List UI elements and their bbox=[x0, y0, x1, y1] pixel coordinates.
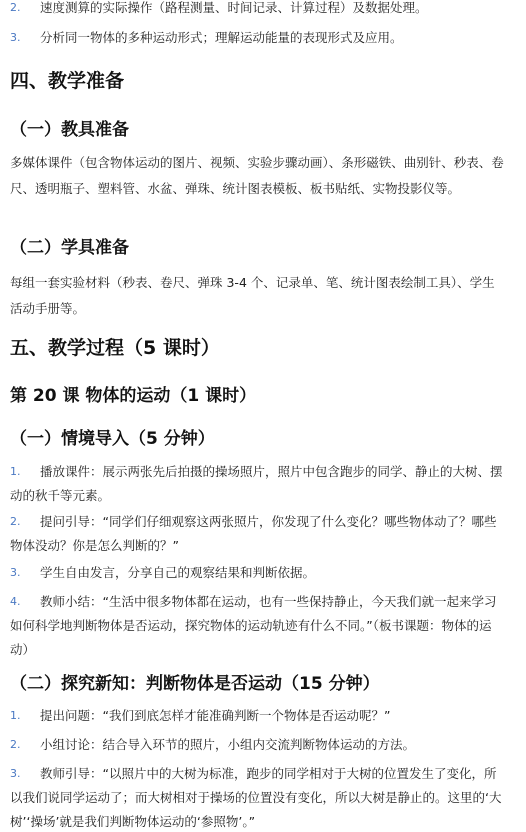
list-number: 2. bbox=[10, 515, 21, 528]
list-item bbox=[10, 460, 506, 508]
list-item bbox=[10, 0, 506, 20]
lesson-heading: 第 20 课 物体的运动（1 课时） bbox=[10, 386, 257, 406]
list-number: 3. bbox=[10, 566, 21, 579]
section-heading-process: 五、教学过程（5 课时） bbox=[10, 337, 220, 359]
list-number: 1. bbox=[10, 709, 21, 722]
list-item bbox=[10, 704, 506, 728]
list-item bbox=[10, 590, 506, 662]
list-number: 2. bbox=[10, 1, 21, 14]
section-heading-prep: 四、教学准备 bbox=[10, 70, 125, 92]
subsection-heading-explore: （二）探究新知：判断物体是否运动（15 分钟） bbox=[10, 674, 380, 694]
list-item bbox=[10, 561, 506, 585]
list-item bbox=[10, 762, 506, 832]
list-number: 2. bbox=[10, 738, 21, 751]
tools-paragraph: 多媒体课件（包含物体运动的图片、视频、实验步骤动画）、条形磁铁、曲别针、秒表、卷尺、透明瓶子、塑料管、水盆、弹珠、统计图表模板、板书贴纸、实物投影仪等。 bbox=[10, 155, 504, 196]
list-item bbox=[10, 510, 506, 558]
student-tools-paragraph: 每组一套实验材料（秒表、卷尺、弹珠 3-4 个、记录单、笔、统计图表绘制工具）、学生活动手册等。 bbox=[10, 275, 495, 316]
subsection-heading-intro: （一）情境导入（5 分钟） bbox=[10, 429, 215, 449]
subsection-heading-student-tools: （二）学具准备 bbox=[10, 238, 129, 258]
list-text: 提问引导：“同学们仔细观察这两张照片，你发现了什么变化？哪些物体动了？哪些物体没动？你是怎么判断的？” bbox=[10, 514, 497, 553]
list-item bbox=[10, 733, 506, 757]
list-text: 教师引导：“以照片中的大树为标准，跑步的同学相对于大树的位置发生了变化，所以我们说同学运动了；而大树相对于操场的位置没有变化，所以大树是静止的。这里的‘大树’‘操场’就是我们判断物体运动的‘参照物’。” bbox=[10, 766, 502, 829]
list-number: 3. bbox=[10, 767, 21, 780]
list-text: 分析同一物体的多种运动形式；理解运动能量的表现形式及应用。 bbox=[40, 30, 403, 45]
list-text: 学生自由发言，分享自己的观察结果和判断依据。 bbox=[40, 565, 316, 580]
list-number: 1. bbox=[10, 465, 21, 478]
list-text: 提出问题：“我们到底怎样才能准确判断一个物体是否运动呢？” bbox=[40, 708, 391, 723]
list-text: 教师小结：“生活中很多物体都在运动，也有一些保持静止，今天我们就一起来学习如何科学地判断物体是否运动，探究物体的运动轨迹有什么不同。”（板书课题：物体的运动） bbox=[10, 594, 497, 657]
list-text: 速度测算的实际操作（路程测量、时间记录、计算过程）及数据处理。 bbox=[40, 0, 428, 15]
list-item bbox=[10, 26, 506, 50]
list-number: 3. bbox=[10, 31, 21, 44]
list-text: 小组讨论：结合导入环节的照片，小组内交流判断物体运动的方法。 bbox=[40, 737, 416, 752]
subsection-heading-tools: （一）教具准备 bbox=[10, 120, 129, 140]
list-number: 4. bbox=[10, 595, 21, 608]
list-text: 播放课件：展示两张先后拍摄的操场照片，照片中包含跑步的同学、静止的大树、摆动的秋千等元素。 bbox=[10, 464, 503, 503]
